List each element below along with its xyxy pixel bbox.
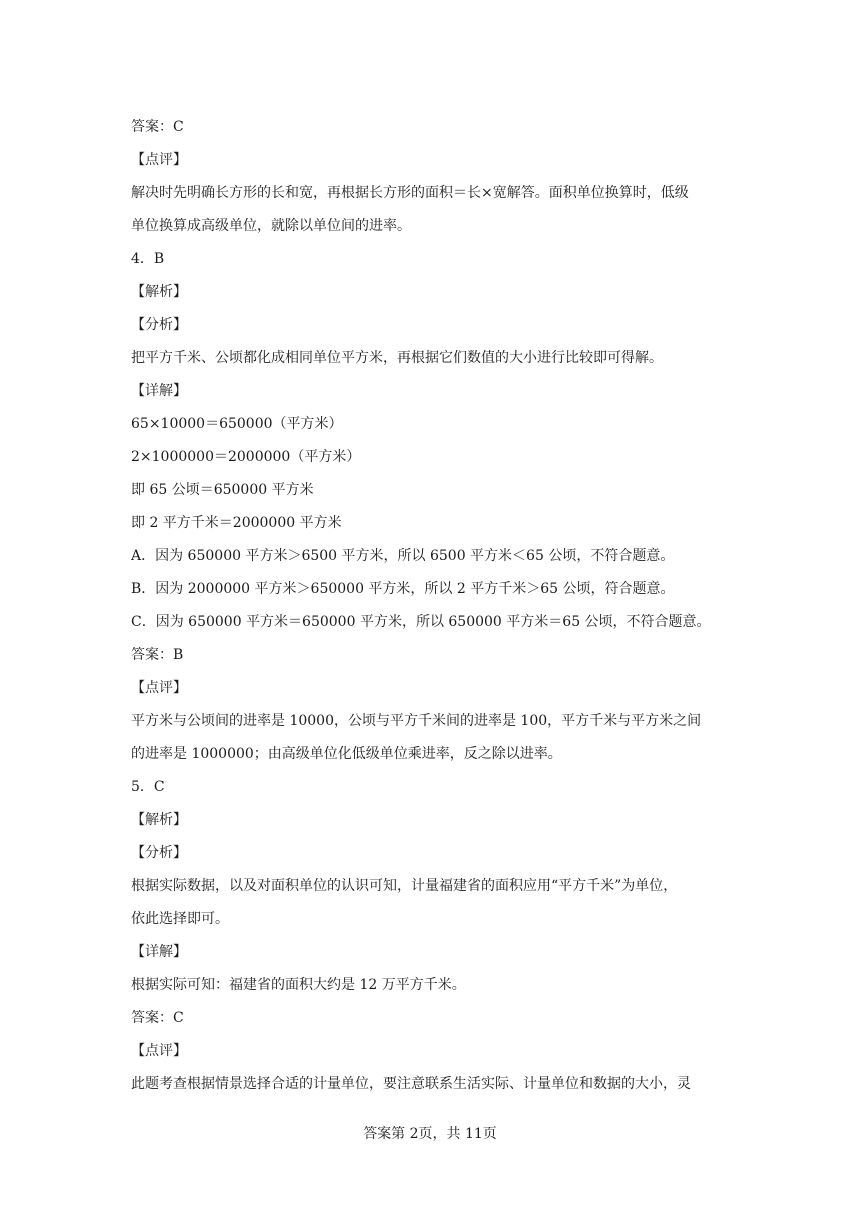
section-heading: 【详解】 <box>131 383 187 399</box>
text-line: 平方米与公顷间的进率是 10000，公顷与平方千米间的进率是 100，平方千米与平方米之间 <box>131 713 702 729</box>
text-line: 即 65 公顷＝650000 平方米 <box>131 482 314 498</box>
text-line: 根据实际数据，以及对面积单位的认识可知，计量福建省的面积应用“平方千米”为单位， <box>131 878 678 894</box>
text-line: 把平方千米、公顷都化成相同单位平方米，再根据它们数值的大小进行比较即可得解。 <box>131 350 663 366</box>
option-line: A．因为 650000 平方米＞6500 平方米，所以 6500 平方米＜65 公顷，不符合题意。 <box>131 548 675 564</box>
text-line: 解决时先明确长方形的长和宽，再根据长方形的面积＝长×宽解答。面积单位换算时，低级 <box>131 185 689 201</box>
text-line: 单位换算成高级单位，就除以单位间的进率。 <box>131 218 411 234</box>
text-line: 2×1000000＝2000000（平方米） <box>131 449 361 465</box>
text-line: 此题考查根据情景选择合适的计量单位，要注意联系生活实际、计量单位和数据的大小，灵 <box>131 1076 691 1092</box>
page-footer: 答案第 2页，共 11页 <box>363 1126 497 1142</box>
section-heading: 【解析】 <box>131 284 187 300</box>
section-heading: 【点评】 <box>131 1043 187 1059</box>
section-heading: 【分析】 <box>131 845 187 861</box>
question-number: 5．C <box>131 779 165 795</box>
question-number: 4．B <box>131 251 165 267</box>
answer-text <box>131 111 731 1101</box>
text-line: 答案：C <box>131 1010 184 1026</box>
option-line: B．因为 2000000 平方米＞650000 平方米，所以 2 平方千米＞65 公顷，符合题意。 <box>131 581 675 597</box>
text-line: 65×10000＝650000（平方米） <box>131 416 343 432</box>
section-heading: 【分析】 <box>131 317 187 333</box>
text-line: 根据实际可知：福建省的面积大约是 12 万平方千米。 <box>131 977 466 993</box>
text-line: 的进率是 1000000；由高级单位化低级单位乘进率，反之除以进率。 <box>131 746 562 762</box>
text-line: 答案：B <box>131 647 184 663</box>
text-line: 依此选择即可。 <box>131 911 229 927</box>
section-heading: 【解析】 <box>131 812 187 828</box>
text-line: 答案：C <box>131 119 184 135</box>
section-heading: 【详解】 <box>131 944 187 960</box>
text-line: 即 2 平方千米＝2000000 平方米 <box>131 515 342 531</box>
section-heading: 【点评】 <box>131 152 187 168</box>
option-line: C．因为 650000 平方米＝650000 平方米，所以 650000 平方米＝65 公顷，不符合题意。 <box>131 614 711 630</box>
section-heading: 【点评】 <box>131 680 187 696</box>
